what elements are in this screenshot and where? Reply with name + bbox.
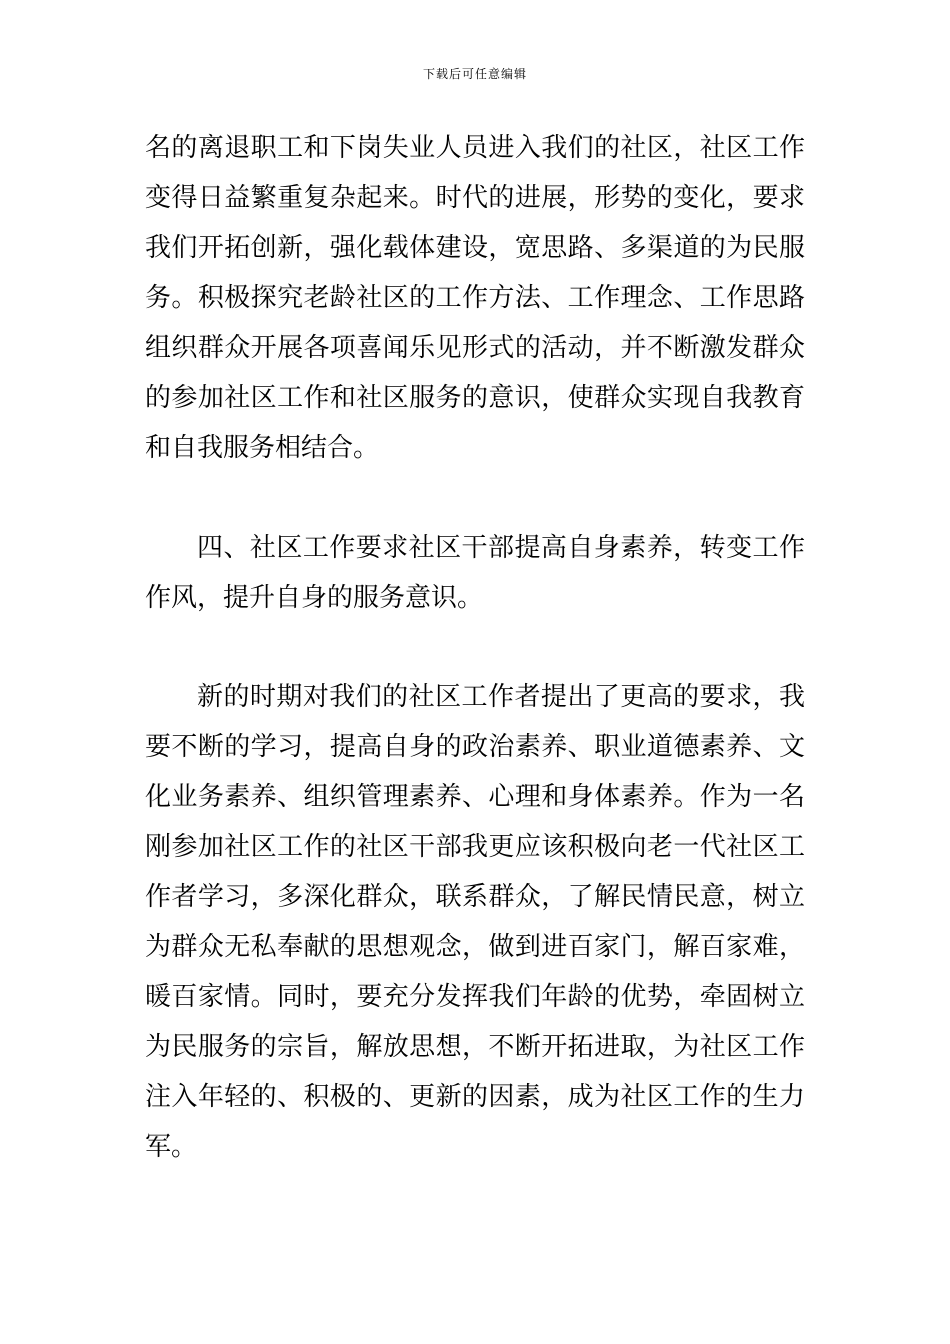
text-line: 刚参加社区工作的社区干部我更应该积极向老一代社区工: [145, 832, 805, 862]
text-line: 新的时期对我们的社区工作者提出了更高的要求，我: [197, 682, 805, 712]
text-line: 注入年轻的、积极的、更新的因素，成为社区工作的生力: [145, 1082, 805, 1112]
text-line: 四、社区工作要求社区干部提高自身素养，转变工作: [197, 533, 805, 563]
text-line: 作者学习，多深化群众，联系群众，了解民情民意，树立: [145, 882, 805, 912]
text-line: 变得日益繁重复杂起来。时代的进展，形势的变化，要求: [145, 183, 805, 213]
text-line: 名的离退职工和下岗失业人员进入我们的社区，社区工作: [145, 133, 805, 163]
text-line: 的参加社区工作和社区服务的意识，使群众实现自我教育: [145, 383, 805, 413]
text-line: 务。积极探究老龄社区的工作方法、工作理念、工作思路: [145, 283, 805, 313]
text-line: 我们开拓创新，强化载体建设，宽思路、多渠道的为民服: [145, 233, 805, 263]
text-line: 军。: [145, 1132, 198, 1162]
text-line: 作风，提升自身的服务意识。: [145, 583, 484, 613]
text-line: 为民服务的宗旨，解放思想，不断开拓进取，为社区工作: [145, 1032, 805, 1062]
text-line: 要不断的学习，提高自身的政治素养、职业道德素养、文: [145, 732, 805, 762]
page-header: 下载后可任意编辑: [422, 67, 527, 81]
text-line: 化业务素养、组织管理素养、心理和身体素养。作为一名: [145, 782, 805, 812]
text-line: 为群众无私奉献的思想观念，做到进百家门，解百家难，: [145, 932, 805, 962]
text-line: 和自我服务相结合。: [145, 433, 380, 463]
text-line: 暖百家情。同时，要充分发挥我们年龄的优势，牵固树立: [145, 982, 805, 1012]
text-line: 组织群众开展各项喜闻乐见形式的活动，并不断激发群众: [145, 333, 805, 363]
